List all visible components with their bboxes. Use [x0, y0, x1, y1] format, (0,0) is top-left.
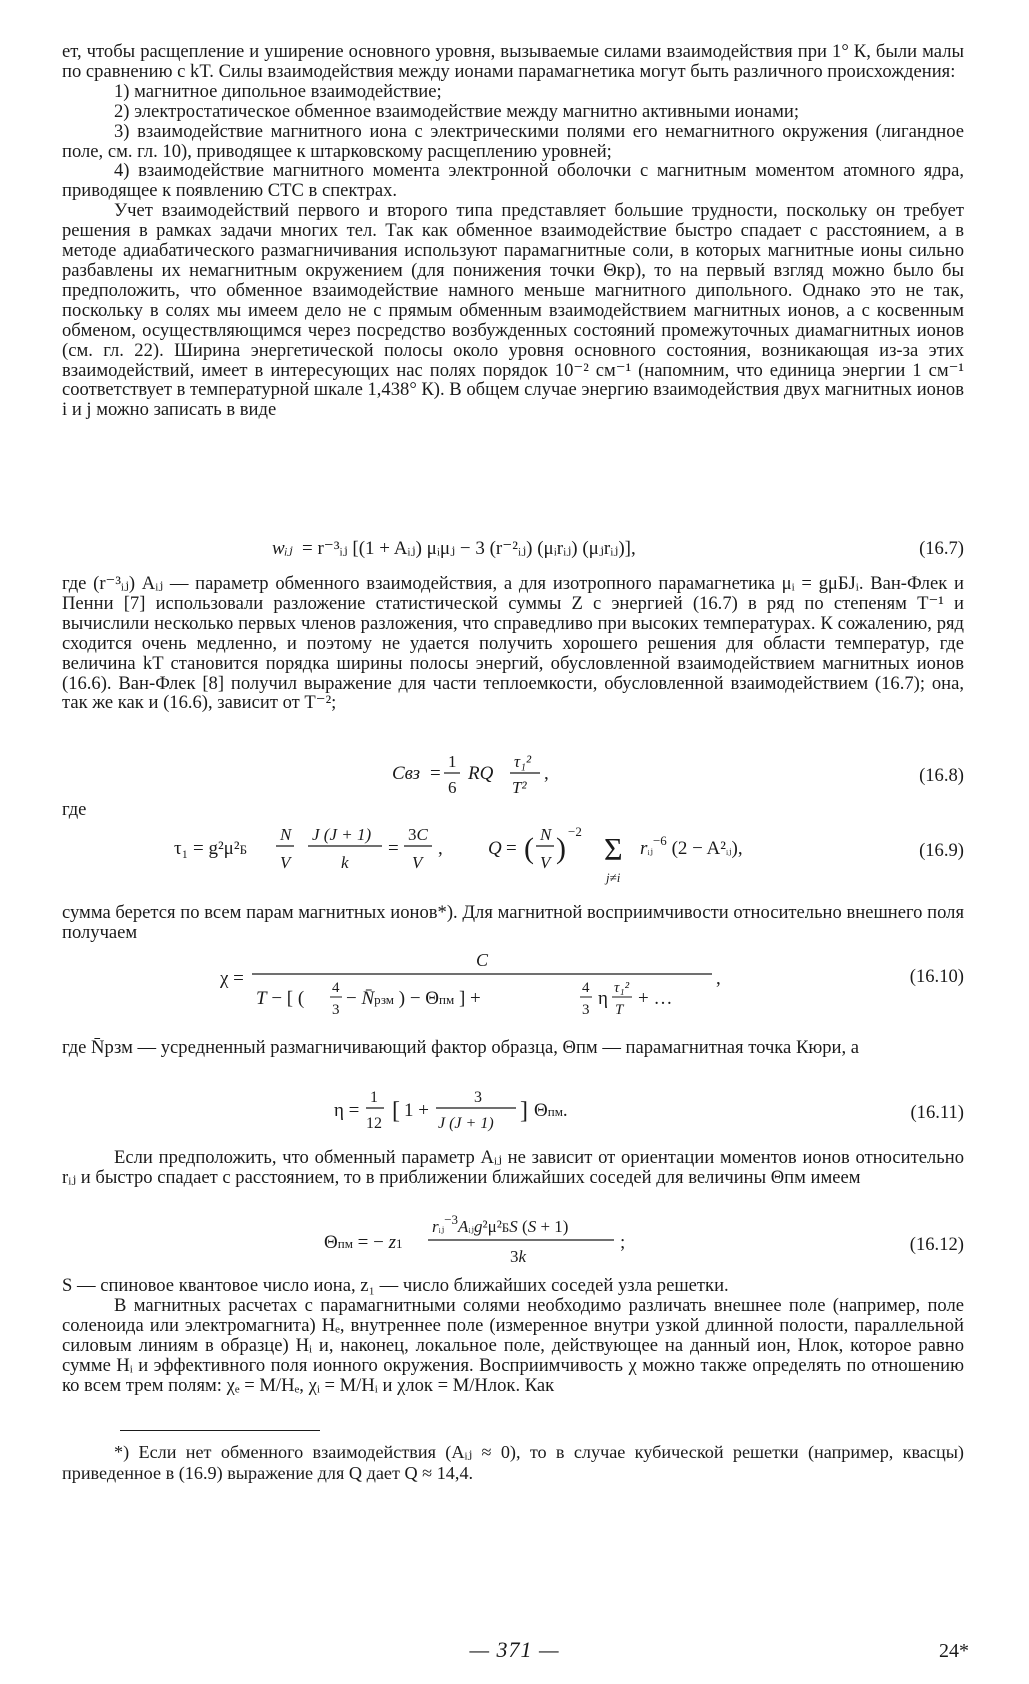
equation-16-11	[62, 1080, 964, 1138]
svg-text:+ …: + …	[638, 988, 673, 1009]
paragraph: где (r⁻³ᵢⱼ) Aᵢⱼ — параметр обменного взаимодействия, а для изотропного парамагнетика μᵢ = gμБJᵢ. Ван-Флек и Пенни [7] использовали разложение статистической суммы Z с энергией (16.7) в ряд по степеням T⁻¹ и вычислили несколько первых членов разложения, что справедливо при высоких температурах. К сожалению, ряд сходится очень медленно, и поэтому не удается получить хорошего решения для области температур, где величина kT становится порядка ширины полосы энергий, обусловленной взаимодействием магнитных ионов (16.6). Ван-Флек [8] получил выражение для части теплоемкости, обусловленной взаимодействием (16.7); она, так же как и (16.6), зависит от T⁻²;	[62, 573, 964, 714]
svg-text:;: ;	[620, 1232, 626, 1253]
paragraph: где N̄рзм — усредненный размагничивающий фактор образца, Θпм — парамагнитная точка Кюри, а	[62, 1037, 860, 1058]
eq8-frac2-den: T²	[512, 778, 527, 797]
equation-number: (16.11)	[910, 1102, 964, 1123]
eq8-frac-num: 1	[448, 752, 457, 771]
svg-text:τ₁²: τ₁²	[614, 980, 630, 996]
svg-text:C: C	[476, 950, 489, 970]
footnote-divider	[120, 1430, 320, 1431]
footnote-text: *) Если нет обменного взаимодействия (Aᵢⱼ ≈ 0), то в случае кубической решетки (например, квасцы) приведенное в (16.9) выражение для Q дает Q ≈ 14,4.	[62, 1442, 964, 1483]
footnote	[62, 1442, 964, 1484]
svg-text:rᵢⱼ−3Aᵢⱼg²μ²БS (S + 1): rᵢⱼ$^{-3}$Aᵢⱼg²μ²БS (S + 1)	[432, 1212, 569, 1236]
svg-text:k: k	[341, 853, 349, 872]
svg-text:1 +: 1 +	[404, 1100, 429, 1121]
svg-text:3: 3	[474, 1089, 482, 1106]
paragraph: Если предположить, что обменный параметр Aᵢⱼ не зависит от ориентации моментов ионов относительно rᵢⱼ и быстро спадает с расстоянием, то в приближении ближайших соседей для величины Θпм имеем	[62, 1147, 964, 1188]
svg-text:4: 4	[582, 980, 590, 996]
list-item: 4) взаимодействие магнитного момента электронной оболочки с магнитным моментом атомного ядра, приводящее к появлению СТС в спектрах.	[62, 160, 964, 202]
paragraph: где	[62, 799, 87, 820]
eq7-rhs: = r⁻³ᵢⱼ [(1 + Aᵢⱼ) μᵢμⱼ − 3 (r⁻²ᵢⱼ) (μᵢrᵢⱼ) (μⱼrᵢⱼ)],	[302, 538, 636, 559]
svg-text:4: 4	[332, 980, 340, 996]
page-number: — 371 —	[469, 1637, 560, 1662]
paragraph: S — спиновое квантовое число иона, z₁ — число ближайших соседей узла решетки.	[62, 1275, 729, 1296]
text-block-top	[62, 42, 964, 420]
svg-text:Q: Q	[488, 838, 502, 859]
eq8-lhs: Cвз	[392, 763, 421, 784]
text-block-5	[62, 1038, 964, 1058]
equation-16-10-svg	[62, 948, 964, 1030]
svg-text:,: ,	[716, 968, 721, 989]
svg-text:−2: −2	[568, 824, 582, 839]
equation-number: (16.10)	[909, 966, 964, 987]
equation-16-10	[62, 948, 964, 1030]
svg-text:T − [ (: T − [ (	[256, 988, 305, 1009]
svg-text:χ =: χ =	[220, 968, 244, 989]
equation-number: (16.7)	[919, 538, 964, 559]
equation-16-9	[62, 818, 964, 888]
equation-number: (16.9)	[919, 840, 964, 861]
svg-text:3: 3	[582, 1002, 590, 1018]
svg-text:): )	[556, 832, 566, 865]
svg-text:3: 3	[332, 1002, 340, 1018]
eq8-frac-den: 6	[448, 778, 457, 797]
svg-text:1: 1	[370, 1089, 378, 1106]
svg-text:V: V	[412, 853, 423, 872]
paragraph: ет, чтобы расщепление и уширение основного уровня, вызываемые силами взаимодействия при 1° К, были малы по сравнению с kT. Силы взаимодействия между ионами парамагнетика могут быть различного происхождения:	[62, 41, 964, 82]
svg-text:(: (	[524, 832, 534, 865]
text-block-7	[62, 1276, 964, 1395]
svg-text:=: =	[388, 838, 399, 859]
svg-text:12: 12	[366, 1115, 382, 1132]
svg-text:j≠i: j≠i	[606, 870, 621, 885]
equation-number: (16.12)	[909, 1234, 964, 1255]
list-item: 3) взаимодействие магнитного иона с электрическими полями его немагнитного окружения (лигандное поле, см. гл. 10), приводящее к штарковскому расщеплению уровней;	[62, 120, 964, 162]
svg-text:,: ,	[438, 838, 443, 859]
paragraph: сумма берется по всем парам магнитных ионов*). Для магнитной восприимчивости относительно внешнего поля получаем	[62, 902, 964, 943]
svg-text:J (J + 1): J (J + 1)	[438, 1115, 494, 1132]
svg-text:N: N	[540, 825, 552, 844]
list-item: 1) магнитное дипольное взаимодействие;	[114, 80, 442, 102]
eq8-frac2-num: τ₁²	[514, 752, 532, 771]
svg-text:T: T	[615, 1002, 624, 1018]
signature-mark: 24*	[939, 1640, 969, 1662]
svg-text:Σ: Σ	[604, 831, 623, 867]
equation-16-8-svg	[62, 745, 964, 801]
svg-text:J (J + 1): J (J + 1)	[312, 825, 372, 844]
svg-text:− N̄рзм ) − Θпм ] +: − N̄рзм ) − Θпм ] +	[346, 988, 481, 1009]
text-block-4	[62, 903, 964, 943]
svg-text:,: ,	[544, 763, 549, 784]
svg-text:N: N	[280, 825, 292, 844]
equation-16-7	[62, 530, 964, 564]
text-block-6	[62, 1148, 964, 1188]
equation-number: (16.8)	[919, 765, 964, 786]
svg-text:3C: 3C	[408, 825, 428, 844]
svg-text:Θпм.: Θпм.	[534, 1100, 568, 1121]
svg-text:3k: 3k	[510, 1247, 527, 1266]
svg-text:[: [	[392, 1098, 400, 1124]
svg-text:=: =	[430, 763, 441, 784]
svg-text:]: ]	[520, 1098, 528, 1124]
svg-text:V: V	[540, 853, 551, 872]
svg-text:=: =	[506, 838, 517, 859]
equation-16-9-svg	[62, 818, 964, 888]
eq7-lhs: wᵢⱼ	[272, 538, 293, 559]
paragraph: В магнитных расчетах с парамагнитными солями необходимо различать внешнее поле (например, поле соленоида или электромагнита) Hₑ, внутреннее поле (измеренное внутри узкой длинной полости, параллельной силовым линиям в образце) Hᵢ и, наконец, локальное поле, действующее на данный ион, Hлок, которое равно сумме Hᵢ и эффективного поля ионного окружения. Восприимчивость χ можно также определять по отношению ко всем трем полям: χₑ = M/Hₑ, χᵢ = M/Hᵢ и χлок = M/Hлок. Как	[62, 1294, 964, 1396]
svg-text:Θпм = − z1: Θпм = − z1	[324, 1232, 403, 1253]
paragraph: Учет взаимодействий первого и второго типа представляет большие трудности, поскольку он требует решения в рамках задачи многих тел. Так как обменное взаимодействие быстро спадает с расстоянием, а в методе адиабатического размагничивания используют парамагнитные соли, в которых магнитные ионы сильно разбавлены их немагнитным окружением (для понижения точки Θкр), то на первый взгляд можно было бы предположить, что обменное взаимодействие намного меньше магнитного дипольного. Однако это не так, поскольку в солях мы имеем дело не с прямым обменным взаимодействием магнитных ионов, а с косвенным обменом, осуществляющимся через посредство возбужденных состояний промежуточных диамагнитных ионов (см. гл. 22). Ширина энергетической полосы около уровня основного состояния, возникающая из-за этих взаимодействий, имеет в интересующих нас полях порядок 10⁻² см⁻¹ (напомним, что единица энергии 1 см⁻¹ соответствует в температурной шкале 1,438° К). В общем случае энергию взаимодействия двух магнитных ионов i и j можно записать в виде	[62, 200, 964, 421]
text-block-2	[62, 574, 964, 713]
svg-text:rᵢⱼ−6 (2 − A²ᵢⱼ),: rᵢⱼ$^{-6}$ (2 − A²ᵢⱼ),	[640, 833, 743, 859]
svg-text:V: V	[280, 853, 291, 872]
eq8-rq: RQ	[468, 763, 494, 784]
equation-16-8	[62, 745, 964, 801]
svg-text:τ₁ = g²μ²Б: τ₁ = g²μ²Б	[174, 838, 248, 859]
equation-16-7-svg	[62, 530, 964, 564]
text-block-3	[62, 800, 964, 820]
list-item: 2) электростатическое обменное взаимодействие между магнитно активными ионами;	[114, 100, 799, 122]
equation-16-12	[62, 1208, 964, 1270]
equation-16-11-svg	[62, 1080, 964, 1138]
equation-16-12-svg	[62, 1208, 964, 1270]
svg-text:η =: η =	[334, 1100, 360, 1121]
svg-text:η: η	[598, 988, 608, 1009]
